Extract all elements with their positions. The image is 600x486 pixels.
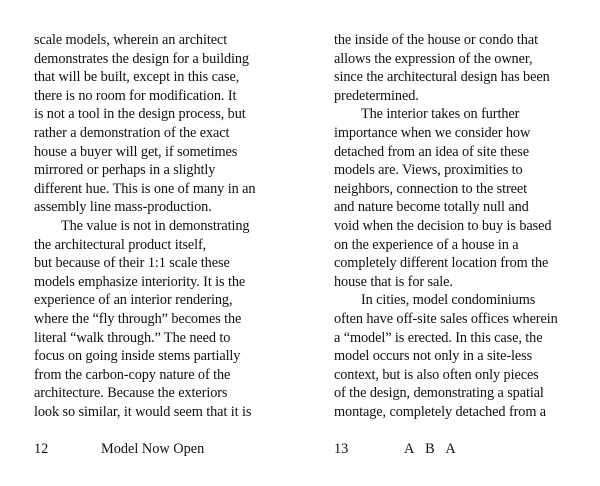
text-line: void when the decision to buy is based xyxy=(334,217,552,234)
text-line: is not a tool in the design process, but xyxy=(34,106,246,123)
text-line: neighbors, connection to the street xyxy=(334,180,528,197)
text-line: since the architectural design has been xyxy=(334,69,550,86)
text-line: on the experience of a house in a xyxy=(334,236,519,253)
text-line: completely different location from the xyxy=(334,255,549,272)
text-line: mirrored or perhaps in a slightly xyxy=(34,162,216,179)
right-page-body-text xyxy=(334,31,600,421)
text-line: rather a demonstration of the exact xyxy=(34,124,230,141)
text-line: montage, completely detached from a xyxy=(334,403,547,420)
text-line: allows the expression of the owner, xyxy=(334,50,533,67)
text-line: where the “fly through” becomes the xyxy=(34,310,242,327)
text-line: context, but is also often only pieces xyxy=(334,366,539,383)
text-line: the inside of the house or condo that xyxy=(334,32,538,48)
text-line: assembly line mass-production. xyxy=(34,199,212,216)
text-line: In cities, model condominiums xyxy=(361,292,536,309)
text-line: predetermined. xyxy=(334,87,419,104)
text-line: house that is for sale. xyxy=(334,273,453,290)
right-page xyxy=(300,0,600,486)
text-line: detached from an idea of site these xyxy=(334,143,529,160)
text-line: that will be built, except in this case, xyxy=(34,69,240,86)
left-page-body-text xyxy=(34,31,310,421)
text-line: often have off-site sales offices wherein xyxy=(334,310,558,327)
text-line: models are. Views, proximities to xyxy=(334,162,523,179)
left-running-title: Model Now Open xyxy=(101,441,205,457)
text-line: importance when we consider how xyxy=(334,124,531,141)
text-line: and nature become totally null and xyxy=(334,199,529,216)
right-running-title: A B A xyxy=(404,441,460,457)
text-line: literal “walk through.” The need to xyxy=(34,329,231,346)
text-line: scale models, wherein an architect xyxy=(34,32,228,48)
text-line: from the carbon-copy nature of the xyxy=(34,366,231,383)
text-line: house a buyer will get, if sometimes xyxy=(34,143,238,160)
text-line: The interior takes on further xyxy=(361,106,520,123)
text-line: architecture. Because the exteriors xyxy=(34,385,228,402)
text-line: but because of their 1:1 scale these xyxy=(34,255,230,272)
text-line: of the design, demonstrating a spatial xyxy=(334,385,544,402)
text-line: experience of an interior rendering, xyxy=(34,292,233,309)
right-page-number: 13 xyxy=(334,441,349,457)
text-line: a “model” is erected. In this case, the xyxy=(334,329,543,346)
text-line: The value is not in demonstrating xyxy=(61,217,250,234)
text-line: focus on going inside stems partially xyxy=(34,348,241,365)
text-line: look so similar, it would seem that it is xyxy=(34,403,252,420)
text-line: there is no room for modification. It xyxy=(34,87,237,104)
text-line: models emphasize interiority. It is the xyxy=(34,273,246,290)
text-line: demonstrates the design for a building xyxy=(34,50,249,67)
text-line: different hue. This is one of many in an xyxy=(34,180,256,197)
left-page-number: 12 xyxy=(34,441,49,457)
text-line: model occurs not only in a site-less xyxy=(334,348,533,365)
text-line: the architectural product itself, xyxy=(34,236,207,253)
